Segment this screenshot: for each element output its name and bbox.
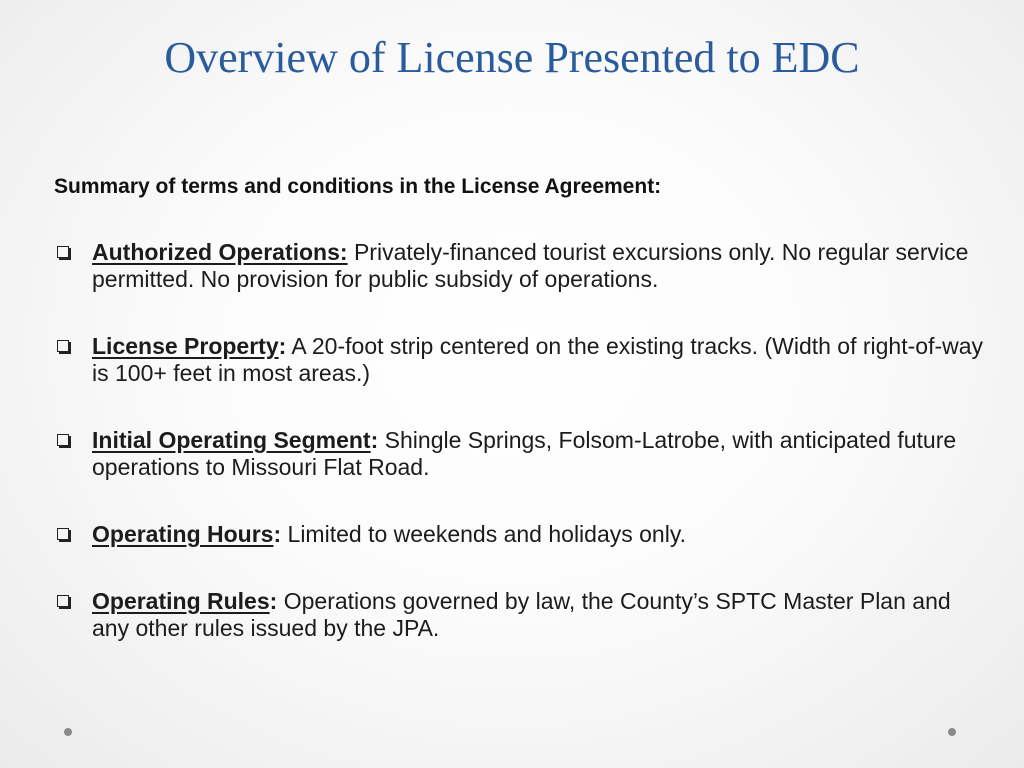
checkbox-square-icon [57,246,69,258]
bullet-initial-operating-segment [54,427,984,481]
bullet-term: Authorized Operations: [92,239,348,265]
left-dot-icon [64,728,72,736]
bullet-operating-hours [54,521,984,548]
bullet-authorized-operations [54,239,984,293]
checkbox-square-icon [57,595,69,607]
bullet-text: Operations governed by law, the County’s SPTC Master Plan and any other rules issued by the JPA. [92,588,951,641]
bullet-text: A 20-foot strip centered on the existing tracks. (Width of right-of-way is 100+ feet in most areas.) [92,333,984,386]
bullet-term: License Property [92,333,279,359]
right-dot-icon [948,728,956,736]
bullet-license-property [54,333,984,387]
bullet-term: Operating Rules [92,588,270,614]
bullet-operating-rules [54,588,984,642]
checkbox-square-icon [57,528,69,540]
bullet-text: Shingle Springs, Folsom-Latrobe, with anticipated future operations to Missouri Flat Road. [92,427,957,480]
bullet-term: Operating Hours [92,521,274,547]
bullet-colon: : [273,521,282,547]
slide-title: Overview of License Presented to EDC [164,33,860,82]
bullet-colon: : [370,427,379,453]
bullet-list [54,239,984,682]
bullet-text: Limited to weekends and holidays only. [281,521,687,547]
checkbox-square-icon [57,434,69,446]
bullet-colon: : [269,588,278,614]
bullet-text: Privately-financed tourist excursions only. No regular service permitted. No provision for public subsidy of operations. [92,239,969,292]
bullet-colon: : [278,333,287,359]
summary-heading: Summary of terms and conditions in the License Agreement: [54,175,662,198]
bullet-term: Initial Operating Segment [92,427,371,453]
checkbox-square-icon [57,340,69,352]
